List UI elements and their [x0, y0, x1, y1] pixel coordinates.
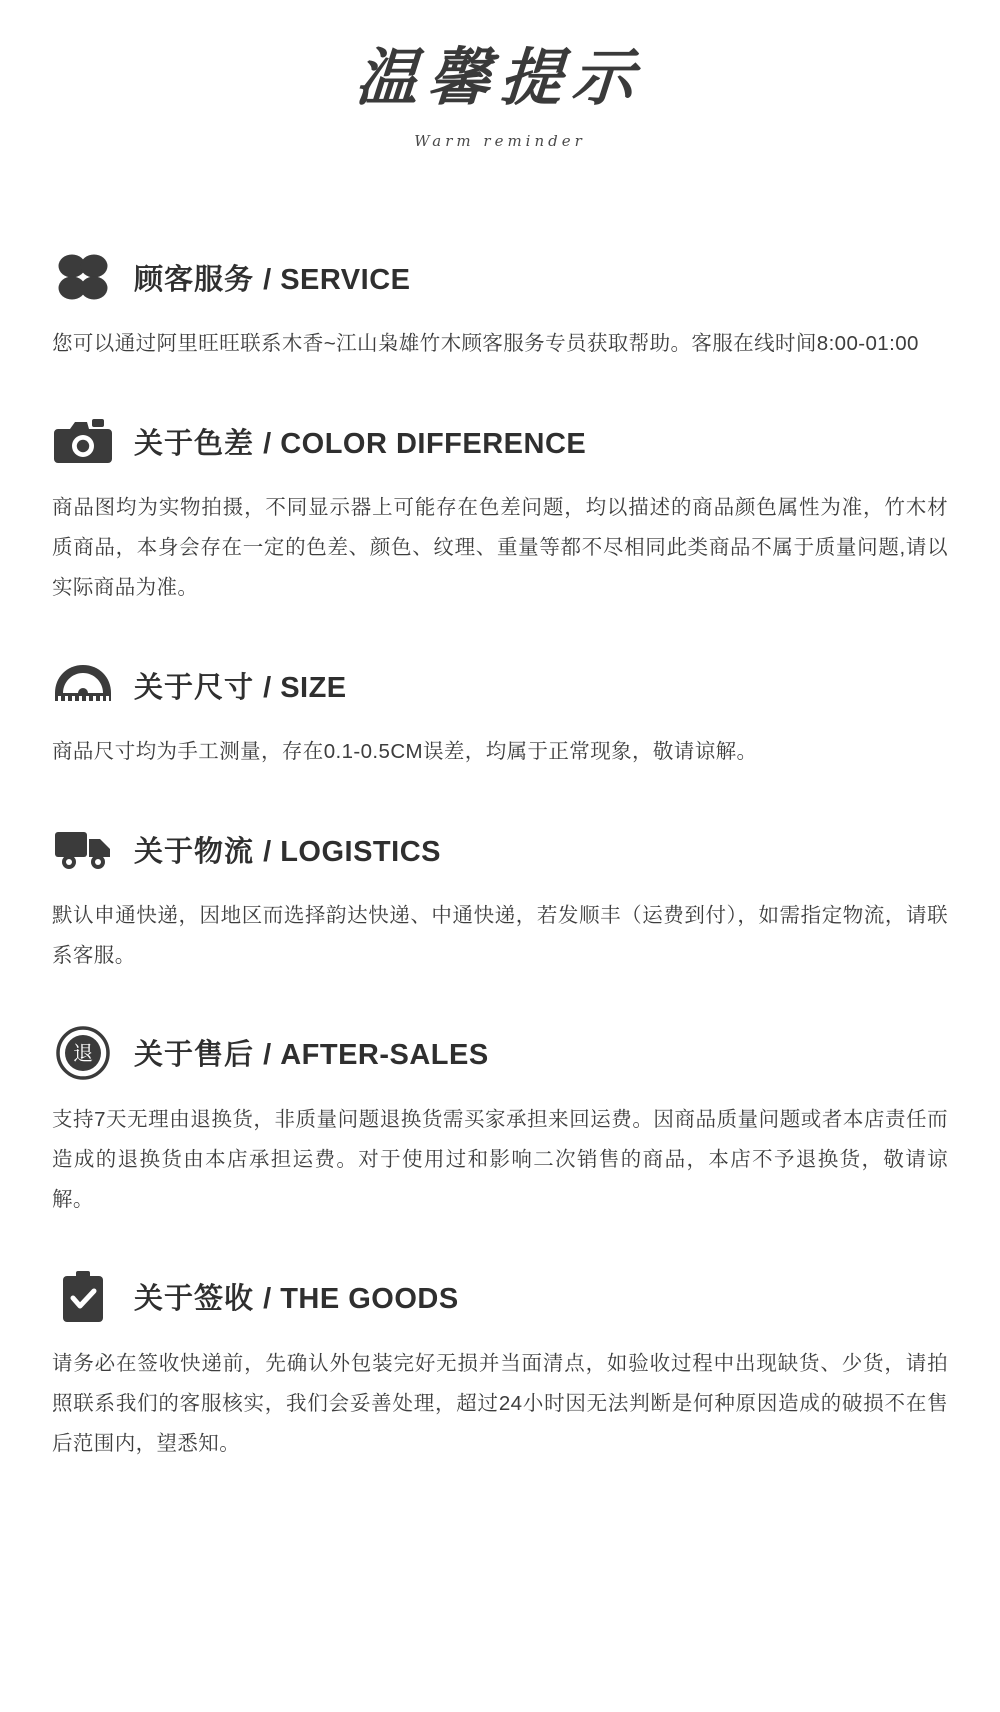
reminder-sections: [0, 246, 1000, 1524]
page-header: [0, 0, 1000, 150]
clipboard-check-icon: [52, 1269, 114, 1325]
section-title: [134, 665, 347, 706]
section-header: [52, 410, 948, 472]
section-title-en: / LOGISTICS: [263, 835, 441, 868]
section-logistics: [52, 818, 948, 976]
section-header: [52, 1266, 948, 1328]
section-title: [134, 421, 586, 462]
section-body: 商品尺寸均为手工测量，存在0.1-0.5CM误差，均属于正常现象，敬请谅解。: [52, 740, 758, 764]
truck-icon: [52, 821, 114, 877]
page-subtitle: Warm reminder: [414, 132, 586, 151]
section-title-cn: 关于签收: [134, 1283, 255, 1316]
section-title-cn: 关于物流: [134, 835, 255, 868]
section-title-en: / THE GOODS: [263, 1283, 459, 1316]
section-service: [52, 246, 948, 364]
section-header: [52, 654, 948, 716]
camera-icon: [52, 413, 114, 469]
customer-service-icon: [52, 249, 114, 305]
section-title-en: / COLOR DIFFERENCE: [263, 427, 587, 460]
page-title: 温馨提示: [353, 41, 647, 114]
section-title: [134, 1276, 459, 1317]
section-title-en: / AFTER-SALES: [263, 1039, 489, 1072]
section-header: [52, 818, 948, 880]
section-header: [52, 246, 948, 308]
section-title-cn: 关于尺寸: [134, 671, 255, 704]
section-title-cn: 关于色差: [134, 427, 255, 460]
section-title: [134, 257, 410, 298]
section-title: [134, 829, 441, 870]
section-body: 商品图均为实物拍摄，不同显示器上可能存在色差问题，均以描述的商品颜色属性为准，竹木材质商品，本身会存在一定的色差、颜色、纹理、重量等都不尽相同此类商品不属于质量问题,请以实际商品为准。: [52, 496, 948, 600]
section-body: 您可以通过阿里旺旺联系木香~江山枭雄竹木顾客服务专员获取帮助。客服在线时间8:00-01:00: [52, 332, 919, 356]
section-header: [52, 1022, 948, 1084]
section-title-cn: 关于售后: [134, 1039, 255, 1072]
section-size: [52, 654, 948, 772]
section-the-goods: [52, 1266, 948, 1464]
section-body: 支持7天无理由退换货，非质量问题退换货需买家承担来回运费。因商品质量问题或者本店责任而造成的退换货由本店承担运费。对于使用过和影响二次销售的商品，本店不予退换货，敬请谅解。: [52, 1107, 948, 1211]
svg-text:退: 退: [73, 1040, 93, 1065]
section-title: [134, 1032, 489, 1073]
section-after-sales: [52, 1022, 948, 1220]
section-title-en: / SERVICE: [263, 263, 411, 296]
section-body: 默认申通快递，因地区而选择韵达快递、中通快递，若发顺丰（运费到付），如需指定物流，请联系客服。: [52, 904, 948, 967]
section-title-cn: 顾客服务: [134, 263, 255, 296]
section-title-en: / SIZE: [263, 671, 347, 704]
return-icon: [52, 1025, 114, 1081]
protractor-icon: [52, 657, 114, 713]
section-body: 请务必在签收快递前，先确认外包装完好无损并当面清点，如验收过程中出现缺货、少货，请拍照联系我们的客服核实，我们会妥善处理，超过24小时因无法判断是何种原因造成的破损不在售后范围内，望悉知。: [52, 1351, 948, 1455]
section-color-difference: [52, 410, 948, 608]
